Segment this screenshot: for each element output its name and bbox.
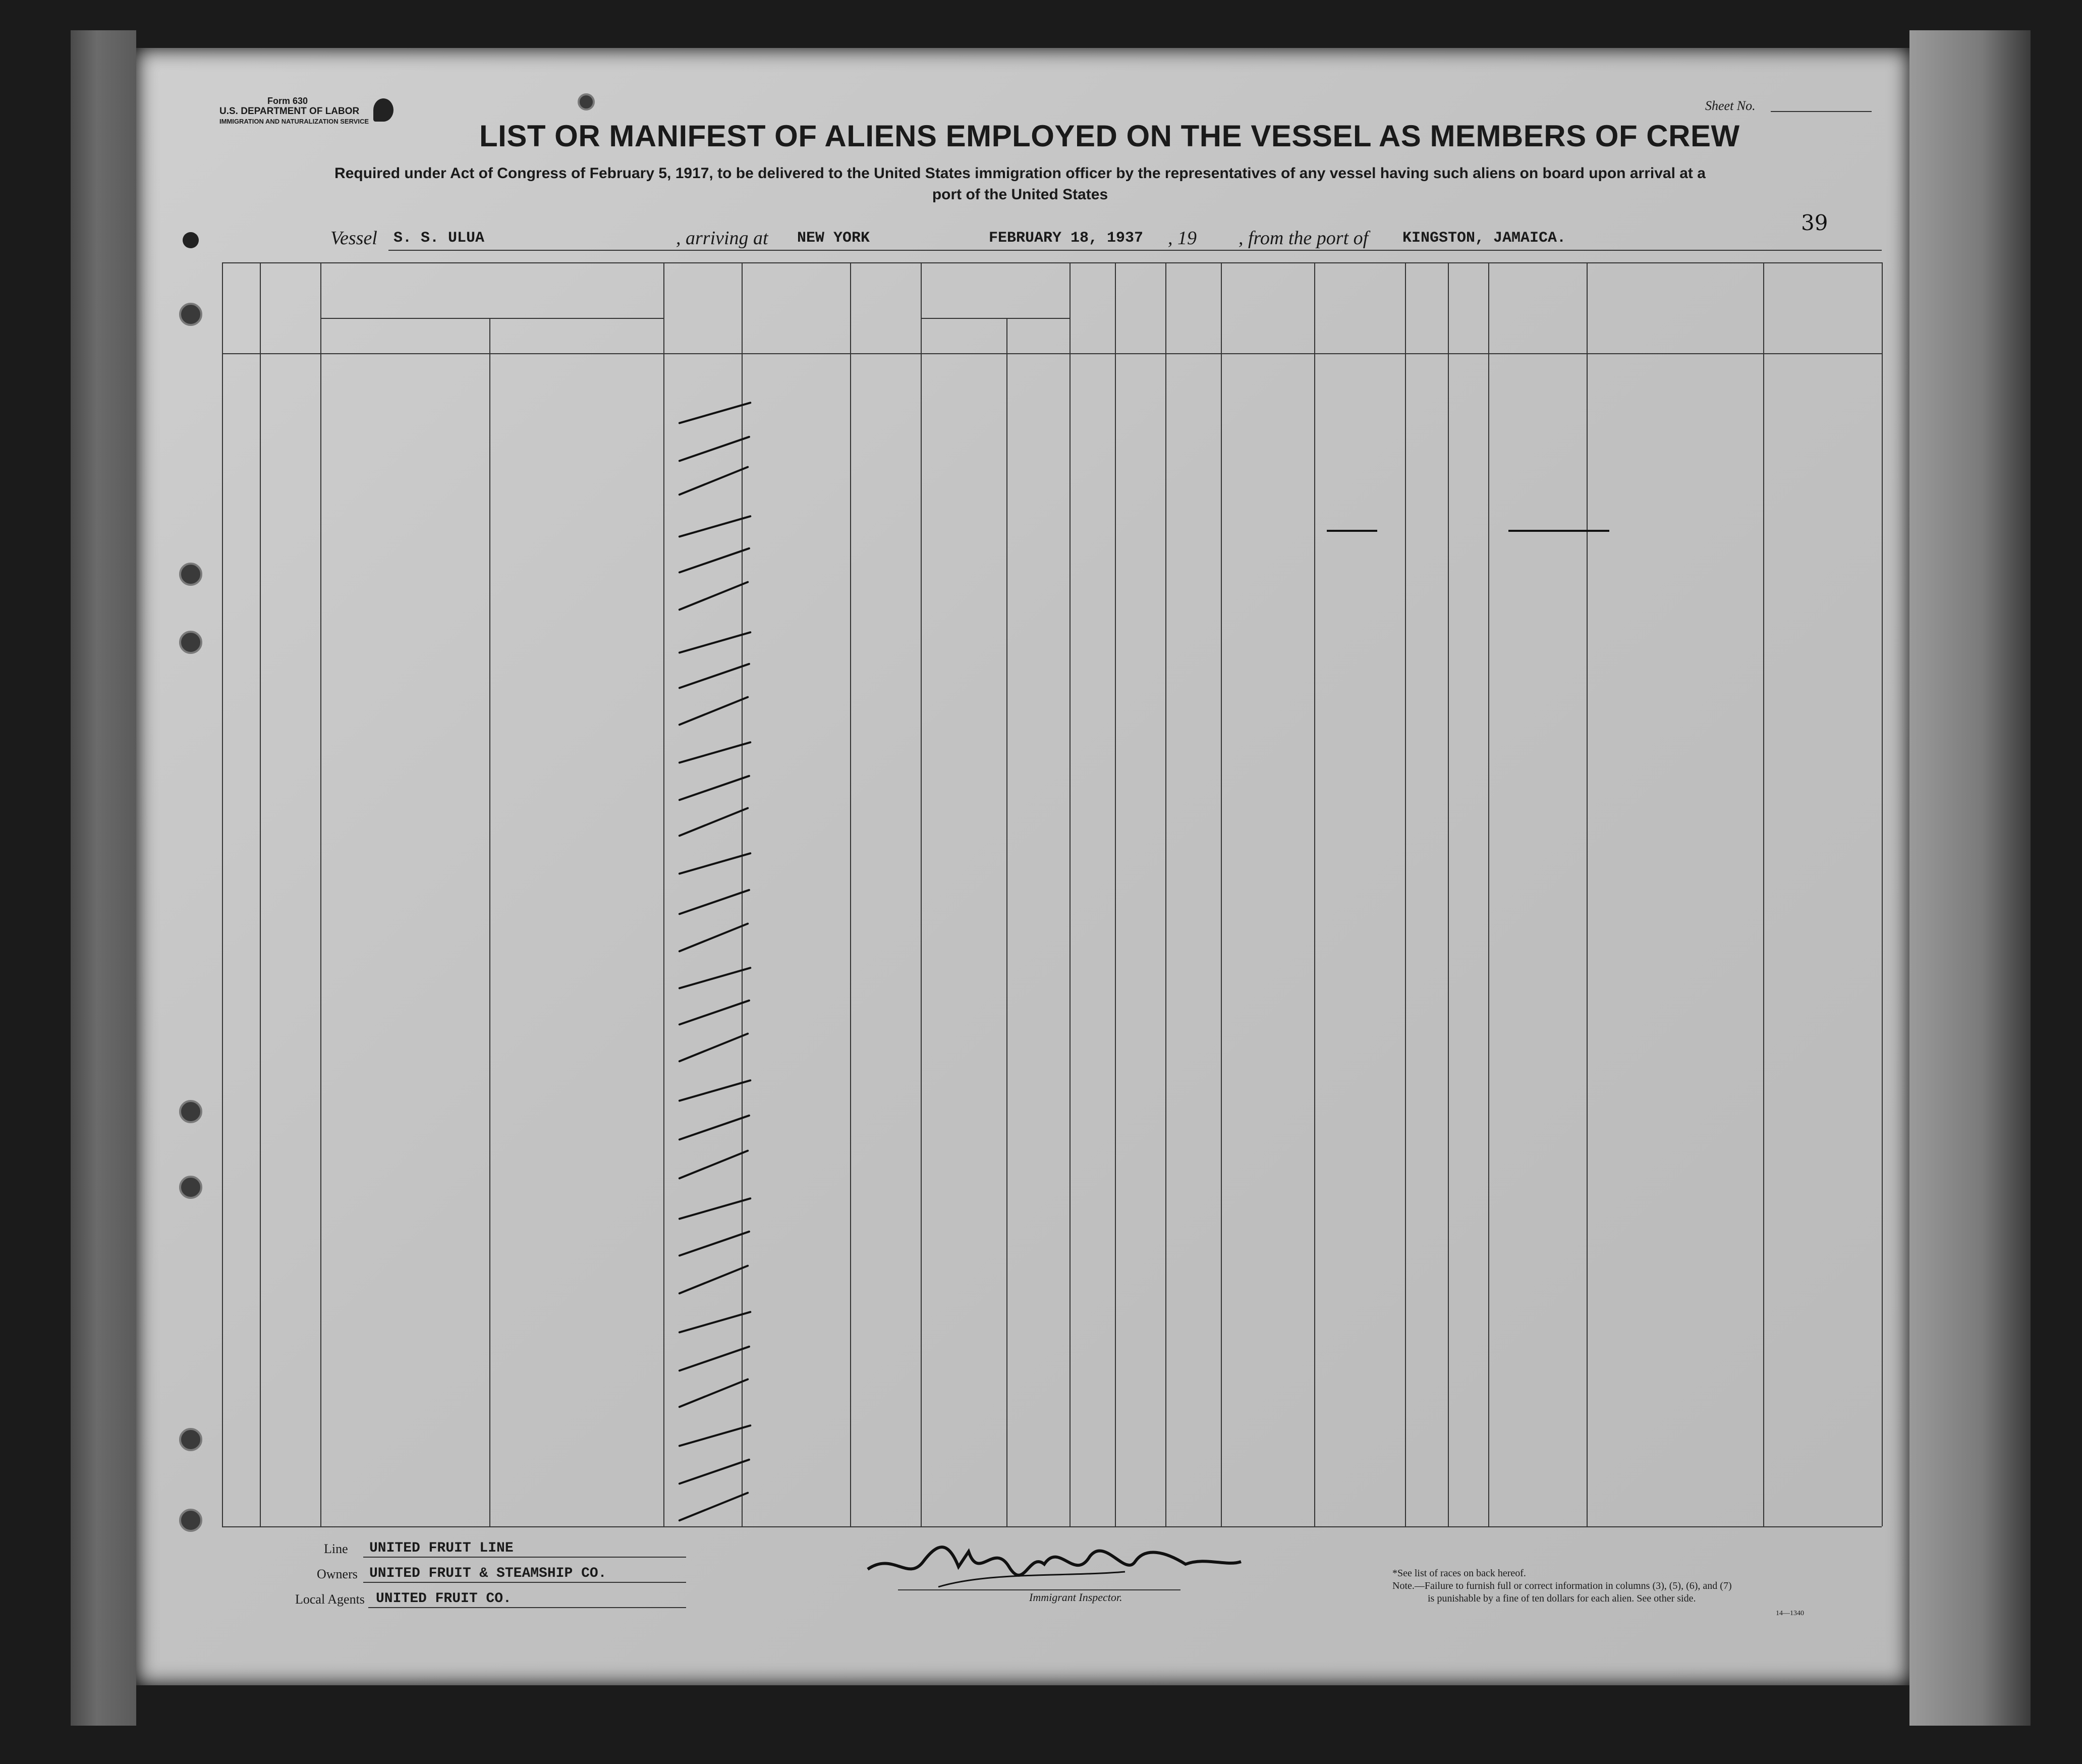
page-number-handwritten: 39 bbox=[1801, 210, 1828, 235]
arrival-port: NEW YORK bbox=[797, 230, 870, 247]
fine-note-1: Note.—Failure to furnish full or correct information in columns (3), (5), (6), and (7) bbox=[1392, 1580, 1732, 1591]
length-of-service-stroke bbox=[678, 1114, 750, 1141]
from-port-label: , from the port of bbox=[1239, 228, 1369, 249]
binder-hole bbox=[179, 563, 202, 586]
length-of-service-stroke bbox=[678, 581, 749, 611]
length-of-service-stroke bbox=[678, 889, 750, 915]
form-number: Form 630 bbox=[267, 96, 308, 106]
table-column-rule bbox=[1882, 262, 1883, 1526]
binder-hole bbox=[179, 303, 202, 326]
length-of-service-stroke bbox=[678, 696, 749, 726]
table-column-rule bbox=[260, 262, 261, 1526]
binder-hole bbox=[578, 93, 595, 111]
inspector-signature bbox=[863, 1521, 1246, 1597]
length-of-service-stroke bbox=[678, 1230, 750, 1257]
length-of-service-stroke bbox=[678, 1264, 749, 1295]
table-column-rule bbox=[1448, 262, 1449, 1526]
table-column-rule bbox=[1070, 262, 1071, 1526]
page-subtitle-1: Required under Act of Congress of February 5, 1917, to be delivered to the United States immigration officer by the representatives of any vessel having such aliens on board upon arrival at a bbox=[334, 165, 1706, 182]
year-label: , 19 bbox=[1168, 228, 1197, 249]
binder-hole bbox=[179, 1428, 202, 1451]
agents-underline bbox=[368, 1607, 686, 1608]
length-of-service-stroke bbox=[678, 1032, 749, 1063]
marks-strikethrough bbox=[1508, 530, 1609, 532]
crew-table bbox=[136, 48, 1909, 1685]
length-of-service-stroke bbox=[678, 1079, 751, 1102]
length-of-service-stroke bbox=[678, 967, 751, 989]
length-of-service-stroke bbox=[678, 999, 750, 1026]
binder-hole bbox=[179, 1100, 202, 1123]
shipped-subheader-rule bbox=[921, 318, 1070, 319]
table-column-rule bbox=[1405, 262, 1406, 1526]
table-column-rule bbox=[1314, 262, 1315, 1526]
line-label: Line bbox=[324, 1541, 348, 1556]
page-subtitle-2: port of the United States bbox=[932, 186, 1108, 203]
table-column-rule bbox=[489, 318, 490, 1526]
inspector-signature-line bbox=[898, 1589, 1180, 1590]
manifest-sheet bbox=[136, 48, 1909, 1685]
fine-note-2: is punishable by a fine of ten dollars for each alien. See other side. bbox=[1428, 1593, 1696, 1604]
arrival-date: FEBRUARY 18, 1937 bbox=[989, 230, 1144, 247]
table-column-rule bbox=[1488, 262, 1489, 1526]
left-binding-strip bbox=[71, 30, 136, 1726]
length-of-service-stroke bbox=[678, 547, 750, 574]
table-column-rule bbox=[1763, 262, 1764, 1526]
table-column-rule bbox=[742, 262, 743, 1526]
length-of-service-stroke bbox=[678, 466, 749, 496]
table-column-rule bbox=[1165, 262, 1166, 1526]
length-of-service-stroke bbox=[678, 775, 750, 801]
length-of-service-stroke bbox=[678, 1197, 751, 1220]
length-of-service-stroke bbox=[678, 402, 751, 424]
length-of-service-stroke bbox=[678, 807, 749, 837]
table-column-rule bbox=[921, 262, 922, 1526]
length-of-service-stroke bbox=[678, 1492, 749, 1522]
table-column-rule bbox=[1587, 262, 1588, 1526]
table-column-rule bbox=[663, 262, 664, 1526]
departure-port: KINGSTON, JAMAICA. bbox=[1402, 230, 1566, 247]
vessel-label: Vessel bbox=[330, 228, 377, 249]
length-of-service-stroke bbox=[678, 515, 751, 538]
service-name: IMMIGRATION AND NATURALIZATION SERVICE bbox=[219, 118, 369, 125]
table-column-rule bbox=[1115, 262, 1116, 1526]
form-code: 14—1340 bbox=[1776, 1610, 1804, 1617]
nationality-strikethrough bbox=[1327, 530, 1377, 532]
binder-hole bbox=[179, 1176, 202, 1199]
table-column-rule bbox=[1221, 262, 1222, 1526]
length-of-service-stroke bbox=[678, 741, 751, 764]
table-column-rule bbox=[850, 262, 851, 1526]
line-underline bbox=[363, 1557, 686, 1558]
length-of-service-stroke bbox=[678, 1311, 751, 1334]
table-top-border bbox=[222, 262, 1882, 263]
agents-name: UNITED FRUIT CO. bbox=[376, 1591, 512, 1607]
owners-underline bbox=[363, 1582, 686, 1583]
name-subheader-rule bbox=[320, 318, 663, 319]
length-of-service-stroke bbox=[678, 435, 750, 462]
length-of-service-stroke bbox=[678, 631, 751, 654]
length-of-service-stroke bbox=[678, 1458, 750, 1485]
binder-hole bbox=[179, 631, 202, 654]
inspector-label: Immigrant Inspector. bbox=[1029, 1591, 1122, 1604]
length-of-service-stroke bbox=[678, 852, 751, 875]
right-page-edge bbox=[1909, 30, 2031, 1726]
length-of-service-stroke bbox=[678, 1149, 749, 1180]
binder-hole bbox=[179, 1509, 202, 1532]
table-header-border bbox=[222, 353, 1882, 354]
table-column-rule bbox=[1006, 318, 1007, 1526]
length-of-service-stroke bbox=[678, 663, 750, 689]
races-note: *See list of races on back hereof. bbox=[1392, 1568, 1526, 1579]
owners-label: Owners bbox=[317, 1567, 358, 1581]
owners-name: UNITED FRUIT & STEAMSHIP CO. bbox=[369, 1566, 607, 1581]
arriving-label: , arriving at bbox=[676, 228, 768, 249]
vessel-name: S. S. ULUA bbox=[393, 230, 485, 247]
length-of-service-stroke bbox=[678, 1378, 749, 1408]
length-of-service-stroke bbox=[678, 1424, 751, 1447]
sheet-number-label: Sheet No. bbox=[1705, 98, 1756, 113]
line-name: UNITED FRUIT LINE bbox=[369, 1540, 514, 1556]
table-column-rule bbox=[320, 262, 321, 1526]
agents-label: Local Agents bbox=[295, 1592, 365, 1607]
table-column-rule bbox=[222, 262, 223, 1526]
department-name: U.S. DEPARTMENT OF LABOR bbox=[219, 106, 360, 117]
page-title: LIST OR MANIFEST OF ALIENS EMPLOYED ON THE VESSEL AS MEMBERS OF CREW bbox=[479, 119, 1740, 153]
length-of-service-stroke bbox=[678, 922, 749, 953]
length-of-service-stroke bbox=[678, 1345, 750, 1372]
